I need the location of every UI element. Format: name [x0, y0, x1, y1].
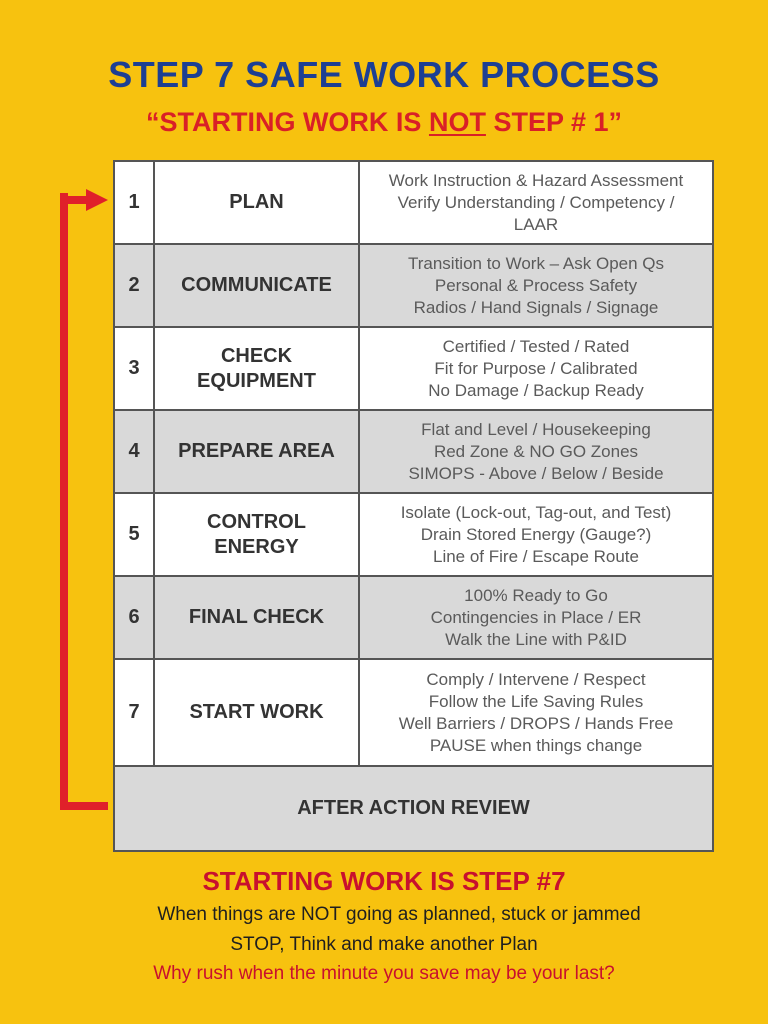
- step-row: [114, 659, 713, 766]
- step-name-line: COMMUNICATE: [181, 274, 332, 296]
- step-detail-line: Red Zone & NO GO Zones: [433, 441, 639, 461]
- step-name: [154, 244, 359, 327]
- step-detail-line: Comply / Intervene / Respect: [426, 669, 646, 689]
- step-detail-line: PAUSE when things change: [429, 735, 643, 755]
- loop-arrow-head-icon: [86, 189, 108, 211]
- step-name-line: CHECK: [220, 344, 293, 367]
- step-detail-line: No Damage / Backup Ready: [428, 380, 644, 400]
- step-detail-line: Personal & Process Safety: [434, 275, 638, 295]
- loop-arrow-vertical: [60, 193, 68, 810]
- footer-line-2: STOP, Think and make another Plan: [230, 934, 538, 955]
- step-name: [154, 493, 359, 576]
- step-number: 6: [114, 576, 154, 659]
- step-detail-line: Transition to Work – Ask Open Qs: [407, 253, 665, 273]
- page-title: STEP 7 SAFE WORK PROCESS: [108, 54, 660, 95]
- step-name-line: ENERGY: [214, 535, 299, 558]
- step-name-line: EQUIPMENT: [197, 369, 316, 392]
- loop-arrow-bottom: [60, 802, 108, 810]
- step-detail-line: Radios / Hand Signals / Signage: [413, 297, 659, 317]
- footer-line-1: When things are NOT going as planned, stuck or jammed: [157, 904, 641, 925]
- step-detail-line: Line of Fire / Escape Route: [432, 546, 639, 566]
- footer-title: STARTING WORK IS STEP #7: [202, 866, 566, 896]
- step-name-line: PREPARE AREA: [178, 440, 335, 462]
- after-action-review: AFTER ACTION REVIEW: [114, 766, 713, 851]
- step-number: 4: [114, 410, 154, 493]
- step-row: [114, 410, 713, 493]
- steps-body: [114, 161, 713, 766]
- step-detail-line: Verify Understanding / Competency /: [397, 192, 675, 212]
- step-detail-line: Walk the Line with P&ID: [445, 629, 627, 649]
- step-number: 2: [114, 244, 154, 327]
- step-name: [154, 327, 359, 410]
- step-details: [359, 244, 713, 327]
- step-name-line: FINAL CHECK: [188, 606, 325, 628]
- step-detail-line: Well Barriers / DROPS / Hands Free: [398, 713, 674, 733]
- step-details: [359, 327, 713, 410]
- step-detail-line: LAAR: [513, 214, 559, 234]
- step-detail-line: Certified / Tested / Rated: [442, 336, 630, 356]
- step-detail-line: Isolate (Lock-out, Tag-out, and Test): [400, 502, 672, 522]
- step-name: [154, 410, 359, 493]
- steps-table: [113, 160, 714, 852]
- page-subtitle: [0, 107, 768, 138]
- step-number: 3: [114, 327, 154, 410]
- step-name-line: PLAN: [229, 191, 284, 213]
- step-name: [154, 161, 359, 244]
- step-name: [154, 659, 359, 766]
- step-number: 1: [114, 161, 154, 244]
- step-details: [359, 659, 713, 766]
- step-name-line: CONTROL: [207, 510, 306, 533]
- step-detail-line: Contingencies in Place / ER: [430, 607, 642, 627]
- step-name: [154, 576, 359, 659]
- step-detail-line: 100% Ready to Go: [464, 585, 608, 605]
- step-details: [359, 576, 713, 659]
- footer-line-3: Why rush when the minute you save may be your last?: [153, 963, 615, 984]
- step-row: [114, 244, 713, 327]
- step-details: [359, 493, 713, 576]
- after-action-row: [114, 766, 713, 851]
- step-detail-line: Work Instruction & Hazard Assessment: [388, 170, 684, 190]
- step-detail-line: Flat and Level / Housekeeping: [421, 419, 651, 439]
- step-row: [114, 161, 713, 244]
- step-number: 7: [114, 659, 154, 766]
- step-detail-line: Fit for Purpose / Calibrated: [434, 358, 638, 378]
- step-detail-line: Drain Stored Energy (Gauge?): [420, 524, 652, 544]
- step-details: [359, 161, 713, 244]
- subtitle-not: NOT: [428, 107, 486, 137]
- subtitle-post: STEP # 1”: [485, 107, 623, 137]
- step-number: 5: [114, 493, 154, 576]
- step-row: [114, 493, 713, 576]
- subtitle-pre: “STARTING WORK IS: [145, 107, 429, 137]
- step-row: [114, 576, 713, 659]
- step-detail-line: SIMOPS - Above / Below / Beside: [408, 463, 664, 483]
- step-details: [359, 410, 713, 493]
- step-detail-line: Follow the Life Saving Rules: [428, 691, 644, 711]
- step-row: [114, 327, 713, 410]
- step-name-line: START WORK: [189, 701, 324, 723]
